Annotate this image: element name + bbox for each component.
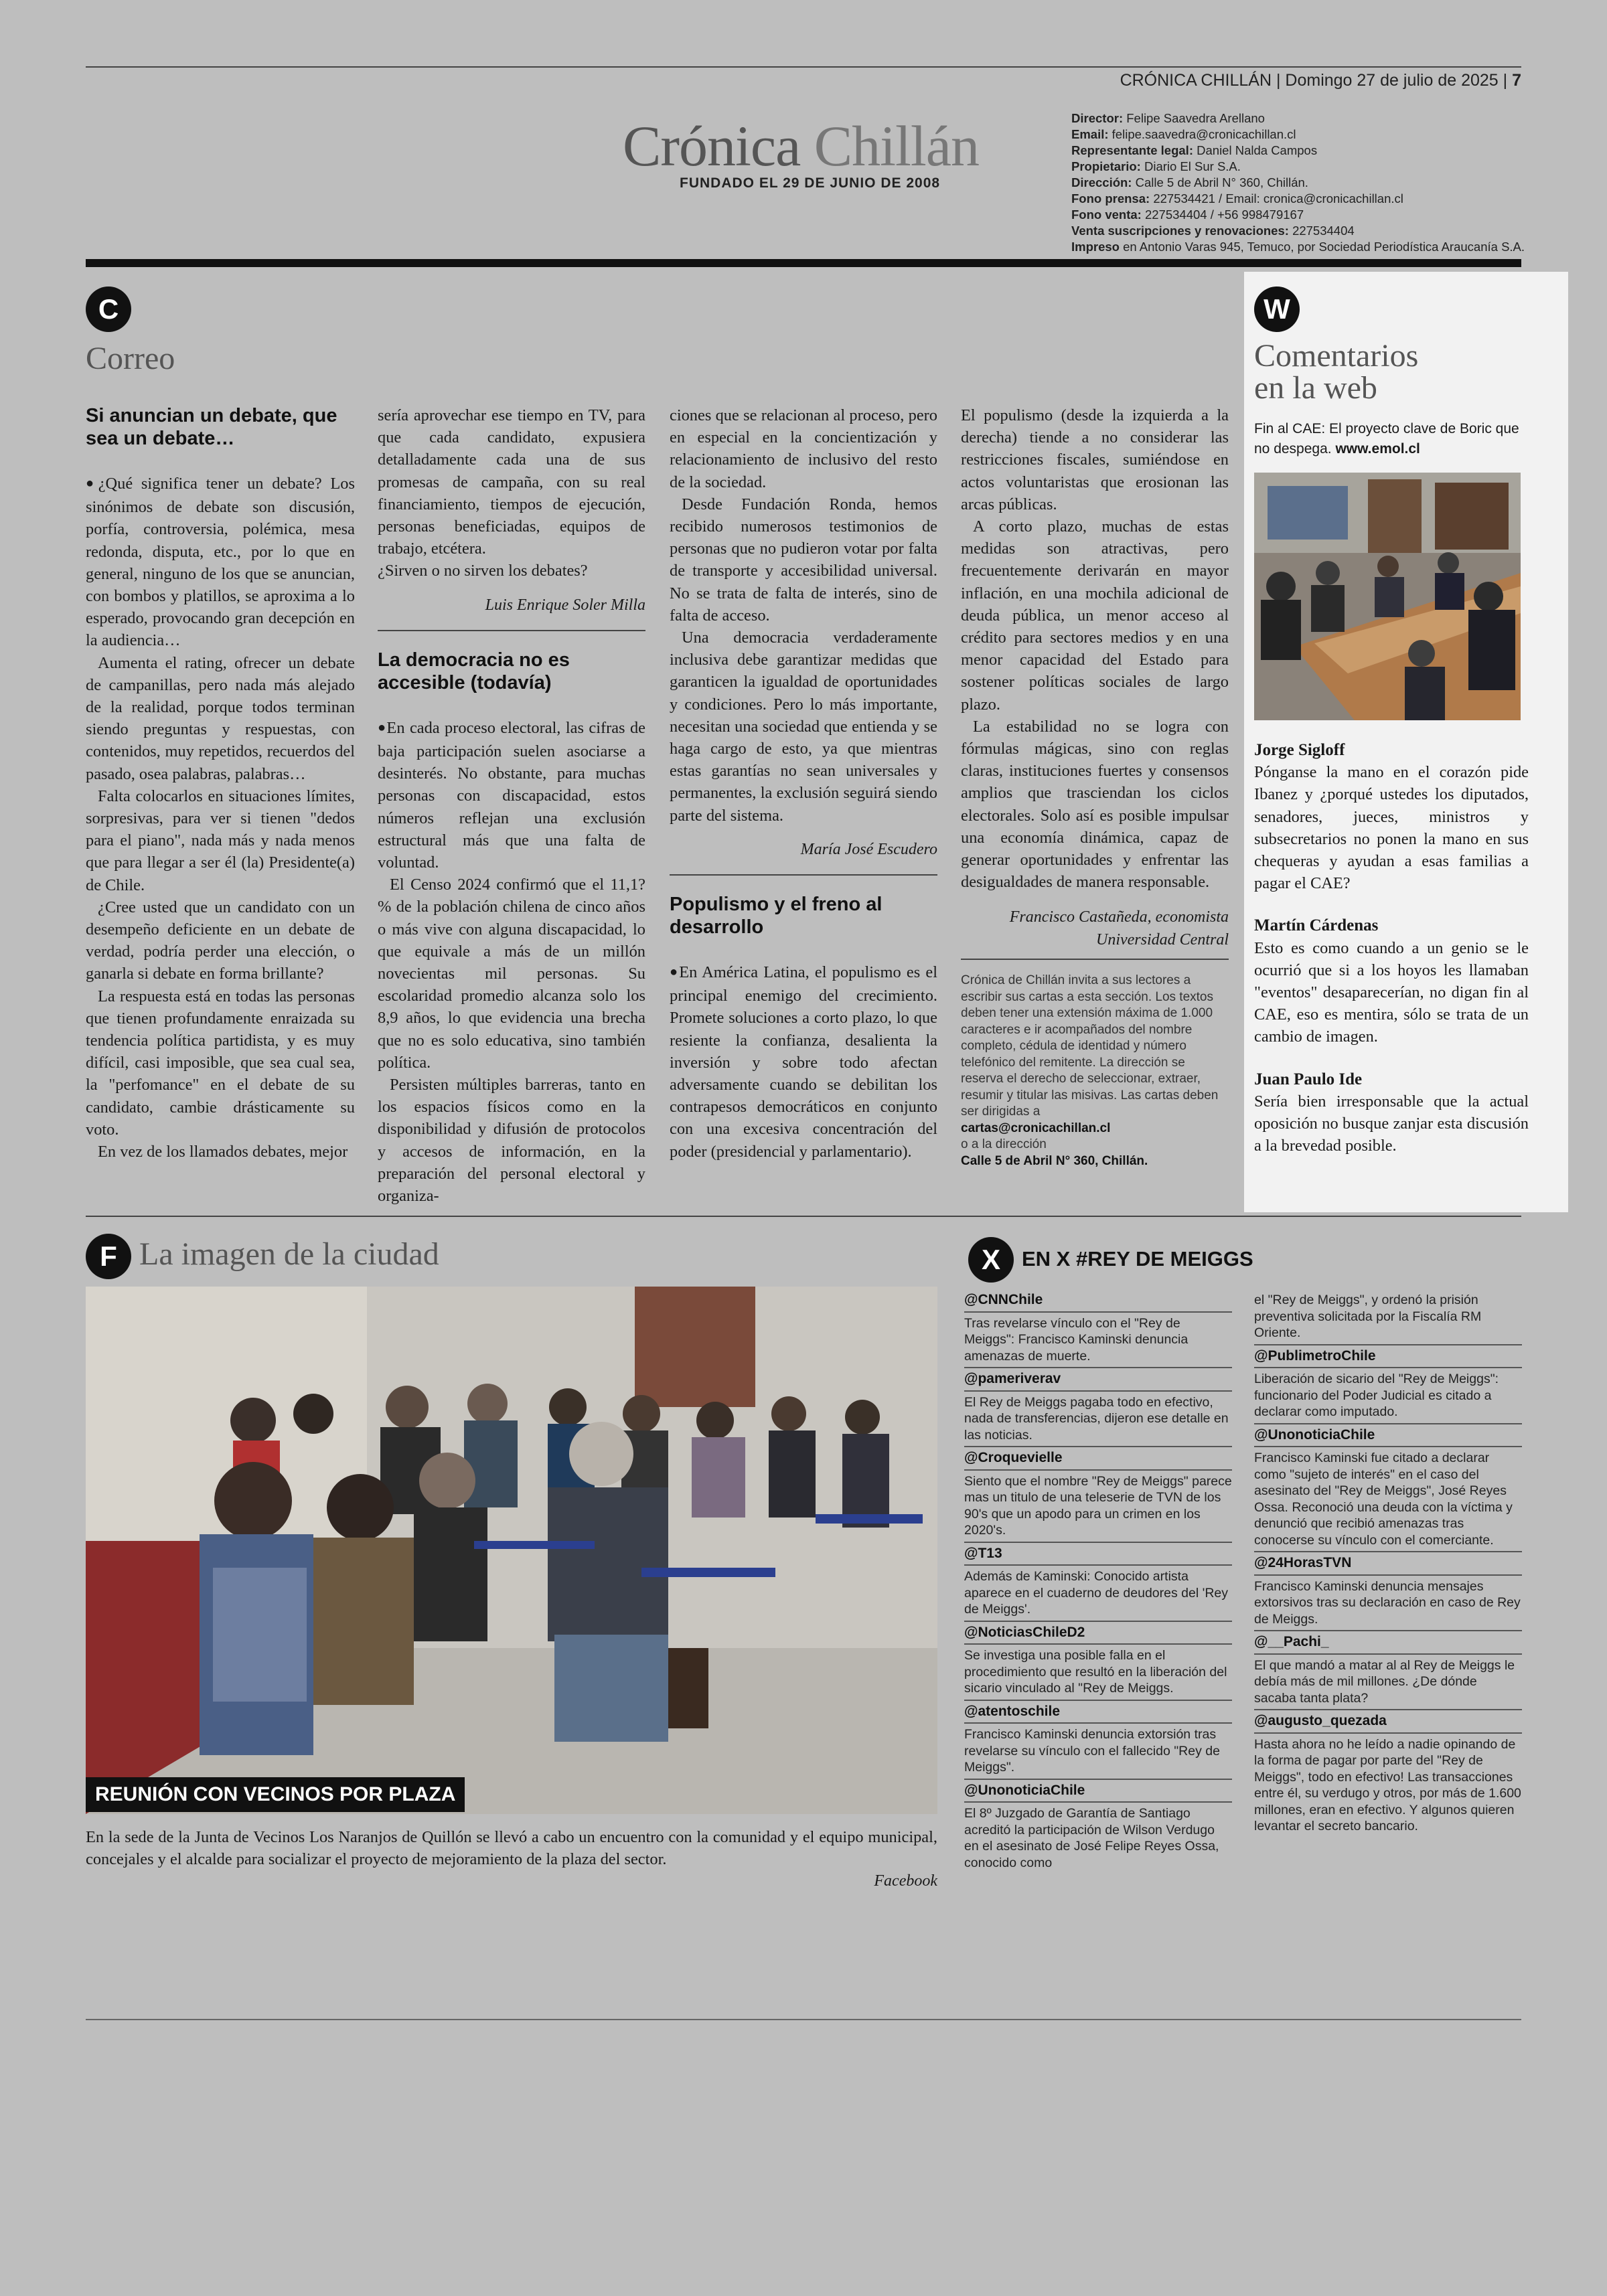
letter1-heading: Si anuncian un debate, que sea un debate… bbox=[86, 405, 337, 449]
comment-text-2: Esto es como cuando a un genio se le ocurrió que si a los hoyos les llamaban "eventos" desaparecerían, no digan fin al CAE, eso es mentira, sólo se trata de un cambio de imagen. bbox=[1254, 938, 1529, 1046]
masthead-line: Representante legal: Daniel Nalda Campos bbox=[1071, 143, 1318, 157]
letter3-signature-2: Universidad Central bbox=[1096, 930, 1229, 949]
letter2-cont-p3: Una democracia verdaderamente inclusiva debe garantizar medidas que garanticen la igualdad de oportunidades y condiciones. Pero lo más importante, necesitan una sociedad que entienda y se haga cargo de esto, ya que mientras estas garantías no sean universales y permanentes, la exclusión seguirá siendo parte del sistema. bbox=[670, 629, 937, 825]
x-separator bbox=[964, 1779, 1232, 1780]
x-post-text: Francisco Kaminski denuncia extorsión tras revelarse su vínculo con el fallecido "Rey de Meiggs". bbox=[964, 1727, 1220, 1775]
letter1-cont-p1: sería aprovechar ese tiempo en TV, para que cada candidato, expusiera detalladamente cada una de sus promesas de campaña, con su real financiamiento, tiempos de ejecución, personas beneficiadas, equipos de trabajo, etcétera. bbox=[378, 406, 645, 558]
letter2-heading: La democracia no es accesible (todavía) bbox=[378, 649, 570, 693]
masthead-line: Venta suscripciones y renovaciones: 227534404 bbox=[1071, 224, 1355, 238]
x-separator bbox=[1254, 1630, 1522, 1631]
x-handle[interactable]: @PublimetroChile bbox=[1254, 1347, 1376, 1364]
logo-part2: Chillán bbox=[814, 114, 979, 178]
x-handle[interactable]: @atentoschile bbox=[964, 1703, 1061, 1719]
x-separator bbox=[1254, 1446, 1522, 1447]
header-bar bbox=[86, 259, 1521, 267]
x-post-text: El Rey de Meiggs pagaba todo en efectivo, nada de transferencias, dijeron ese detalle en las noticias. bbox=[964, 1394, 1229, 1443]
x-post-text: Se investiga una posible falla en el procedimiento que resultó en la liberación del sicario vinculado al "Rey de Meiggs. bbox=[964, 1648, 1227, 1696]
x-post-text: Francisco Kaminski denuncia mensajes extorsivos tras su declaración en caso de Rey de Meiggs. bbox=[1254, 1578, 1521, 1627]
letter1-p1: ●¿Qué significa tener un debate? Los sinónimos de debate son discusión, porfía, controversia, polémica, mesa redonda, disputa, etc., por lo que en general, ninguno de los que se anuncian, con bombos y platillos, se aproxima a lo esperado, provocando gran decepción en la audiencia… bbox=[86, 475, 355, 650]
x-separator bbox=[1254, 1709, 1522, 1710]
imagen-title: La imagen de la ciudad bbox=[139, 1236, 439, 1272]
x-separator bbox=[964, 1700, 1232, 1701]
letter3-signature-1: Francisco Castañeda, economista bbox=[1009, 908, 1229, 926]
photo-credit: Facebook bbox=[874, 1872, 937, 1890]
x-handle[interactable]: @augusto_quezada bbox=[1254, 1713, 1387, 1728]
edition-line: CRÓNICA CHILLÁN | Domingo 27 de julio de 2025 | 7 bbox=[1120, 71, 1521, 90]
letter3-p1: ●En América Latina, el populismo es el principal enemigo del crecimiento. Promete soluciones a corto plazo, lo que resiente la confianza, desalienta la inversión y sobre todo afectan adversamente cuando se debilitan los contrapesos democráticos en conjunto con una excesiva concentración del poder (presidencial y parlamentario). bbox=[670, 963, 937, 1161]
x-separator bbox=[964, 1542, 1232, 1543]
x-separator bbox=[1254, 1344, 1522, 1345]
x-feed-col-1 bbox=[964, 1292, 1232, 1871]
logo-part1: Crónica bbox=[623, 114, 801, 178]
masthead-line: Propietario: Diario El Sur S.A. bbox=[1071, 159, 1241, 173]
divider bbox=[670, 861, 937, 876]
letter1-p5: La respuesta está en todas las personas que tienen profundamente enraizada su tendencia política partidista, y es muy difícil, casi imposible, que sea cual sea, la "perfomance" en el debate de su candidato, cambie drásticamente su voto. bbox=[86, 987, 355, 1139]
x-separator bbox=[964, 1367, 1232, 1368]
meeting-photo-image bbox=[1254, 473, 1521, 720]
letter1-p4: ¿Cree usted que un candidato con un desempeño deficiente en un debate de verdad, podría perder una elección, o ganarla si debate en forma brillante? bbox=[86, 898, 355, 983]
x-separator bbox=[1254, 1574, 1522, 1576]
x-handle[interactable]: @UnonoticiaChile bbox=[964, 1782, 1085, 1798]
comment-text-1: Pónganse la mano en el corazón pide Ibanez y ¿porqué ustedes los diputados, senadores, jueces, ministros y subsecretarios no ponen la mano en sus chequeras y ayudan a esas familias a pagar el CAE? bbox=[1254, 763, 1529, 893]
divider bbox=[961, 959, 1229, 960]
x-title: EN X #REY DE MEIGGS bbox=[1022, 1247, 1253, 1270]
page-number: 7 bbox=[1512, 71, 1521, 90]
photo-caption: En la sede de la Junta de Vecinos Los Naranjos de Quillón se llevó a cabo un encuentro con la comunidad y el equipo municipal, concejales y el alcalde para socializar el proyecto de mejoramiento de la plaza del sector. Facebook bbox=[86, 1826, 937, 1892]
bottom-rule bbox=[86, 2019, 1521, 2020]
bullet-icon: ● bbox=[86, 476, 98, 491]
letter2-p1: ●En cada proceso electoral, las cifras de baja participación suelen asociarse a desinterés. No obstante, para muchas personas con discapacidad, estos números reflejan una exclusión estructural más que una falta de voluntad. bbox=[378, 718, 645, 872]
masthead-line: Fono venta: 227534404 / +56 998479167 bbox=[1071, 208, 1304, 222]
x-separator bbox=[964, 1722, 1232, 1724]
x-separator bbox=[1254, 1551, 1522, 1552]
letter2-cont-p1: ciones que se relacionan al proceso, pero en especial en la concientización y relacionamiento de inclusivo del resto de la sociedad. bbox=[670, 406, 937, 491]
x-separator bbox=[964, 1621, 1232, 1622]
x-handle[interactable]: @T13 bbox=[964, 1545, 1002, 1561]
x-handle[interactable]: @__Pachi_ bbox=[1254, 1634, 1329, 1649]
letter3-cont-p1: El populismo (desde la izquierda a la derecha) tiende a no considerar las restricciones fiscales, sumiéndose en actos voluntaristas que erosionan las arcas públicas. bbox=[961, 406, 1229, 513]
web-lead: Fin al CAE: El proyecto clave de Boric que no despega. www.emol.cl bbox=[1254, 421, 1519, 457]
correo-col-3 bbox=[670, 404, 937, 1163]
bullet-icon: ● bbox=[670, 965, 680, 980]
letter3-cont-p2: A corto plazo, muchas de estas medidas son atractivas, pero frecuentemente derivarán en mayor inflación, en una mochila adicional de deuda pública, un menor acceso al crédito para sectores medios y en una menor capacidad del Estado para sostener políticas sociales de largo plazo. bbox=[961, 517, 1229, 714]
x-separator bbox=[964, 1801, 1232, 1803]
masthead-line: Email: felipe.saavedra@cronicachillan.cl bbox=[1071, 127, 1296, 141]
edition-date: Domingo 27 de julio de 2025 bbox=[1285, 71, 1499, 90]
letter2-signature: María José Escudero bbox=[800, 840, 937, 858]
cae-meeting-photo bbox=[1254, 473, 1521, 720]
letters-notice: Crónica de Chillán invita a sus lectores a escribir sus cartas a esta sección. Los textos deben tener una extensión máxima de 1.000 caracteres e ir acompañados del nombre completo, cédula de identidad y número telefónico del remitente. La dirección se reserva el derecho de seleccionar, extraer, resumir y titular las misivas. Las cartas deben ser dirigidas a cartas@cronicachillan.cl o a la dirección Calle 5 de Abril N° 360, Chillán. bbox=[961, 973, 1219, 1168]
x-separator bbox=[964, 1564, 1232, 1566]
photo-caption-bar: REUNIÓN CON VECINOS POR PLAZA bbox=[86, 1777, 465, 1812]
x-post-text: Tras revelarse vínculo con el "Rey de Meiggs": Francisco Kaminski denuncia amenazas de muerte. bbox=[964, 1315, 1189, 1364]
masthead-line: Dirección: Calle 5 de Abril N° 360, Chillán. bbox=[1071, 175, 1308, 189]
letters-email: cartas@cronicachillan.cl bbox=[961, 1121, 1111, 1135]
top-rule bbox=[86, 66, 1521, 68]
x-handle[interactable]: @NoticiasChileD2 bbox=[964, 1624, 1085, 1640]
letters-address: Calle 5 de Abril N° 360, Chillán. bbox=[961, 1153, 1148, 1168]
edition-name: CRÓNICA CHILLÁN bbox=[1120, 71, 1272, 90]
letter2-cont-p2: Desde Fundación Ronda, hemos recibido numerosos testimonios de personas que no pudieron votar por falta de transporte y accesibilidad universal. No se trata de falta de interés, sino de falta de acceso. bbox=[670, 495, 937, 625]
city-photo-image bbox=[86, 1287, 937, 1814]
comment-text-3: Sería bien irresponsable que la actual oposición no busque zanjar esta discusión a la brevedad posible. bbox=[1254, 1092, 1529, 1155]
letter1-cont-p2: ¿Sirven o no sirven los debates? bbox=[378, 562, 588, 580]
x-badge: X bbox=[968, 1237, 1014, 1283]
correo-title: Correo bbox=[86, 341, 175, 376]
x-handle[interactable]: @UnonoticiaChile bbox=[1254, 1426, 1375, 1443]
newspaper-logo bbox=[623, 112, 979, 179]
masthead-line: Fono prensa: 227534421 / Email: cronica@cronicachillan.cl bbox=[1071, 191, 1403, 206]
web-badge: W bbox=[1254, 286, 1300, 332]
letter1-p3: Falta colocarlos en situaciones límites, sorpresivas, para ver si tienen "dedos para el piano", nada más y nada menos que para llegar a ser él (la) Presidente(a) de Chile. bbox=[86, 787, 355, 894]
city-meeting-photo bbox=[86, 1287, 937, 1814]
web-title: Comentarios en la web bbox=[1254, 338, 1419, 406]
masthead-line: Director: Felipe Saavedra Arellano bbox=[1071, 111, 1265, 125]
x-separator bbox=[1254, 1367, 1522, 1368]
x-feed-col-2 bbox=[1254, 1292, 1522, 1835]
correo-col-1 bbox=[86, 404, 355, 1163]
x-separator bbox=[1254, 1653, 1522, 1655]
letter1-p6: En vez de los llamados debates, mejor bbox=[98, 1143, 348, 1161]
imagen-badge: F bbox=[86, 1234, 131, 1279]
x-handle[interactable]: @CNNChile bbox=[964, 1292, 1043, 1307]
letter2-p3: Persisten múltiples barreras, tanto en los espacios físicos como en la disponibilidad y difusión de protocolos y accesos de información, en la preparación del personal electoral y organiza- bbox=[378, 1076, 645, 1206]
x-post-text: Hasta ahora no he leído a nadie opinando de la forma de pagar por parte del "Rey de Meiggs", todo en efectivo! Las transacciones entre él, su verdugo y otros, por más de 1.600 millones, eran en efectivo. Y algunos quieren levantar el secreto bancario. bbox=[1254, 1736, 1521, 1833]
founded-line: FUNDADO EL 29 DE JUNIO DE 2008 bbox=[680, 175, 941, 191]
letter3-cont-p3: La estabilidad no se logra con fórmulas mágicas, sino con reglas claras, instituciones fuertes y consensos amplios que trasciendan los ciclos electorales. Solo así es posible impulsar una economía dinámica, capaz de generar oportunidades y enfrentar las desigualdades de manera responsable. bbox=[961, 717, 1229, 892]
correo-col-2 bbox=[378, 404, 645, 1207]
x-separator bbox=[964, 1469, 1232, 1471]
x-post-text: Siento que el nombre "Rey de Meiggs" parece mas un titulo de una teleserie de TVN de los 90's que un apodo para un crimen en los 2020's. bbox=[964, 1473, 1232, 1538]
masthead-line: Impreso en Antonio Varas 945, Temuco, por Sociedad Periodística Araucanía S.A. bbox=[1071, 240, 1525, 254]
letter1-p2: Aumenta el rating, ofrecer un debate de campanillas, pero nada más alejado de la realidad, porque todos terminan siendo preguntas y respuestas, con contenidos, muy repetidos, recuerdos del pasado, osea palabras, palabras… bbox=[86, 653, 355, 783]
divider bbox=[378, 617, 645, 631]
x-post-text: Liberación de sicario del "Rey de Meiggs": funcionario del Poder Judicial es citado a declarar como imputado. bbox=[1254, 1372, 1499, 1419]
x-separator bbox=[964, 1643, 1232, 1645]
letter2-p2: El Censo 2024 confirmó que el 11,1?% de la población chilena de cinco años o más vive con alguna discapacidad, lo que equivale a más de un millón novecientas mil personas. Su escolaridad promedio alcanza solo los 8,9 años, lo que evidencia una brecha que no es solo educativa, sino también política. bbox=[378, 876, 645, 1072]
comment-author-2: Martín Cárdenas bbox=[1254, 916, 1379, 935]
x-handle[interactable]: @pameriverav bbox=[964, 1371, 1061, 1386]
x-separator bbox=[964, 1446, 1232, 1447]
x-col2-lead: el "Rey de Meiggs", y ordenó la prisión preventiva solicitada por la Fiscalía RM Oriente. bbox=[1254, 1293, 1482, 1340]
masthead-credits bbox=[1071, 110, 1527, 255]
comment-author-3: Juan Paulo Ide bbox=[1254, 1070, 1363, 1088]
web-comments-list bbox=[1254, 739, 1529, 1157]
correo-col-4 bbox=[961, 404, 1229, 951]
x-post-text: Francisco Kaminski fue citado a declarar como "sujeto de interés" en el caso del asesinato del "Rey de Meiggs", José Reyes Ossa. Reconoció una deuda con la víctima y denunció que recibió amenazas tras conocerse su vínculo con el comerciante. bbox=[1254, 1451, 1513, 1548]
x-separator bbox=[1254, 1732, 1522, 1734]
correo-badge: C bbox=[86, 286, 131, 332]
x-handle[interactable]: @Croquevielle bbox=[964, 1450, 1063, 1465]
x-post-text: Además de Kaminski: Conocido artista aparece en el cuaderno de deudores del 'Rey de Meiggs'. bbox=[964, 1569, 1228, 1617]
comment-author-1: Jorge Sigloff bbox=[1254, 741, 1345, 759]
x-separator bbox=[964, 1311, 1232, 1313]
letter1-signature: Luis Enrique Soler Milla bbox=[485, 596, 645, 614]
x-post-text: El que mandó a matar al al Rey de Meiggs le debía más de mil millones. ¿De dónde sacaba tanta plata? bbox=[1254, 1657, 1515, 1706]
x-separator bbox=[1254, 1423, 1522, 1424]
web-lead-source[interactable]: www.emol.cl bbox=[1335, 441, 1420, 457]
x-separator bbox=[964, 1390, 1232, 1392]
section-divider bbox=[86, 1216, 1521, 1217]
letter3-heading: Populismo y el freno al desarrollo bbox=[670, 894, 883, 938]
bullet-icon: ● bbox=[378, 720, 387, 735]
x-handle[interactable]: @24HorasTVN bbox=[1254, 1555, 1352, 1570]
x-post-text: El 8º Juzgado de Garantía de Santiago acreditó la participación de Wilson Verdugo en el asesinato de José Felipe Reyes Ossa, conocido como bbox=[964, 1806, 1219, 1870]
